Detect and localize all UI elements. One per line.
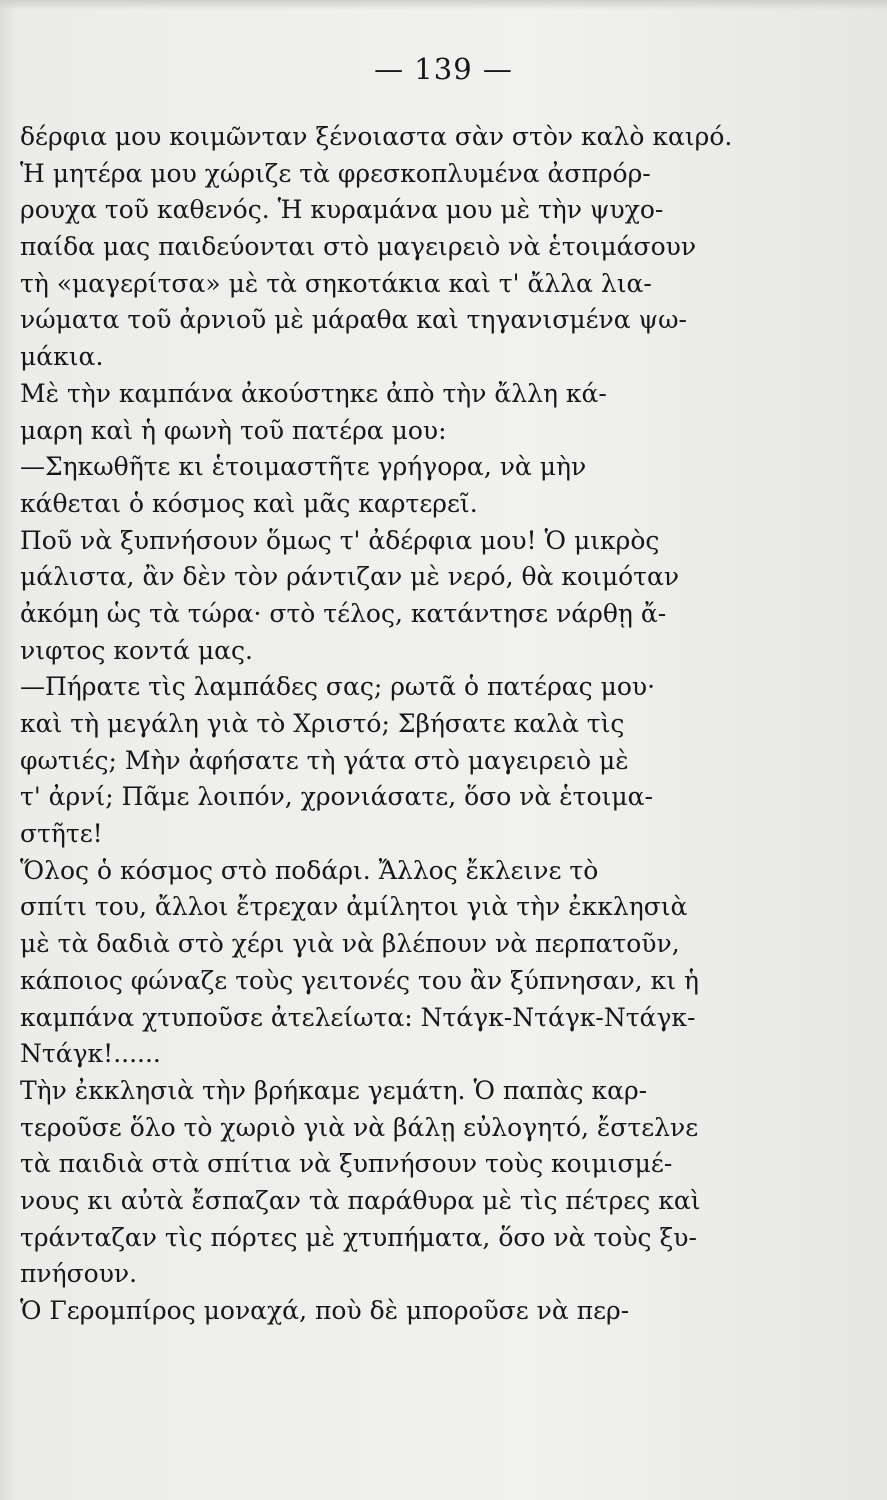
text-line: Ἡ μητέρα μου χώριζε τὰ φρεσκοπλυμένα ἀσπρόρ- — [20, 158, 651, 188]
text-line: τράνταζαν τὶς πόρτες μὲ χτυπήματα, ὅσο νὰ τοὺς ξυ- — [20, 1222, 697, 1252]
text-line: τεροῦσε ὅλο τὸ χωριὸ γιὰ νὰ βάλῃ εὐλογητό, ἔστελνε — [20, 1112, 699, 1142]
text-line: Ποῦ νὰ ξυπνήσουν ὅμως τ' ἀδέρφια μου! Ὁ μικρὸς — [20, 525, 660, 555]
text-line: Ὅλος ὁ κόσμος στὸ ποδάρι. Ἄλλος ἔκλεινε τὸ — [20, 855, 599, 885]
text-line: —Σηκωθῆτε κι ἑτοιμαστῆτε γρήγορα, νὰ μὴν — [20, 452, 587, 482]
text-line: μὲ τὰ δαδιὰ στὸ χέρι γιὰ νὰ βλέπουν νὰ περπατοῦν, — [20, 929, 680, 959]
text-line: τὴ «μαγερίτσα» μὲ τὰ σηκοτάκια καὶ τ' ἄλλα λια- — [20, 268, 652, 298]
text-line: τὰ παιδιὰ στὰ σπίτια νὰ ξυπνήσουν τοὺς κοιμισμέ- — [20, 1149, 673, 1179]
text-line: στῆτε! — [20, 819, 103, 849]
text-line: Τὴν ἐκκλησιὰ τὴν βρήκαμε γεμάτη. Ὁ παπὰς καρ- — [20, 1075, 648, 1105]
text-line: δέρφια μου κοιμῶνταν ξένοιαστα σὰν στὸν καλὸ καιρό. — [20, 122, 733, 151]
text-line: Ντάγκ!...... — [20, 1039, 161, 1069]
text-line: καὶ τὴ μεγάλη γιὰ τὸ Χριστό; Σβήσατε καλὰ τὶς — [20, 709, 625, 738]
text-line: κάθεται ὁ κόσμος καὶ μᾶς καρτερεῖ. — [20, 488, 478, 518]
text-line: καμπάνα χτυποῦσε ἀτελείωτα: Ντάγκ-Ντάγκ-Ντάγκ- — [20, 1002, 696, 1032]
text-line: μάκια. — [20, 342, 104, 372]
text-line: πνήσουν. — [20, 1259, 138, 1289]
text-line: Μὲ τὴν καμπάνα ἀκούστηκε ἀπὸ τὴν ἄλλη κά- — [20, 378, 607, 408]
text-line: ρουχα τοῦ καθενός. Ἡ κυραμάνα μου μὲ τὴν ψυχο- — [20, 195, 664, 225]
text-line: φωτιές; Μὴν ἀφήσατε τὴ γάτα στὸ μαγειρειὸ μὲ — [20, 745, 629, 775]
text-line: τ' ἀρνί; Πᾶμε λοιπόν, χρονιάσατε, ὅσο νὰ ἑτοιμα- — [20, 782, 653, 812]
text-line: Ὁ Γερομπίρος μοναχά, ποὺ δὲ μποροῦσε νὰ περ- — [20, 1296, 630, 1325]
page-edge-shadow — [0, 0, 887, 10]
text-line: μάλιστα, ἂν δὲν τὸν ράντιζαν μὲ νερό, θὰ κοιμόταν — [20, 562, 680, 592]
text-line: νιφτος κοντά μας. — [20, 635, 253, 665]
text-line: ἀκόμη ὡς τὰ τώρα· στὸ τέλος, κατάντησε νάρθῃ ἄ- — [20, 598, 667, 628]
text-line: σπίτι του, ἄλλοι ἔτρεχαν ἀμίλητοι γιὰ τὴν ἐκκλησιὰ — [20, 892, 688, 922]
text-line: μαρη καὶ ἡ φωνὴ τοῦ πατέρα μου: — [20, 415, 447, 445]
page-number: — 139 — — [374, 52, 513, 86]
page-body-text — [20, 119, 815, 1330]
text-line: παίδα μας παιδεύονται στὸ μαγειρειὸ νὰ ἑτοιμάσουν — [20, 232, 697, 262]
text-line: —Πήρατε τὶς λαμπάδες σας; ρωτᾶ ὁ πατέρας μου· — [20, 672, 656, 702]
text-line: κάποιος φώναζε τοὺς γειτονές του ἂν ξύπνησαν, κι ἡ — [20, 965, 699, 995]
text-line: νώματα τοῦ ἀρνιοῦ μὲ μάραθα καὶ τηγανισμένα ψω- — [20, 305, 687, 335]
text-line: νους κι αὐτὰ ἔσπαζαν τὰ παράθυρα μὲ τὶς πέτρες καὶ — [20, 1185, 701, 1215]
